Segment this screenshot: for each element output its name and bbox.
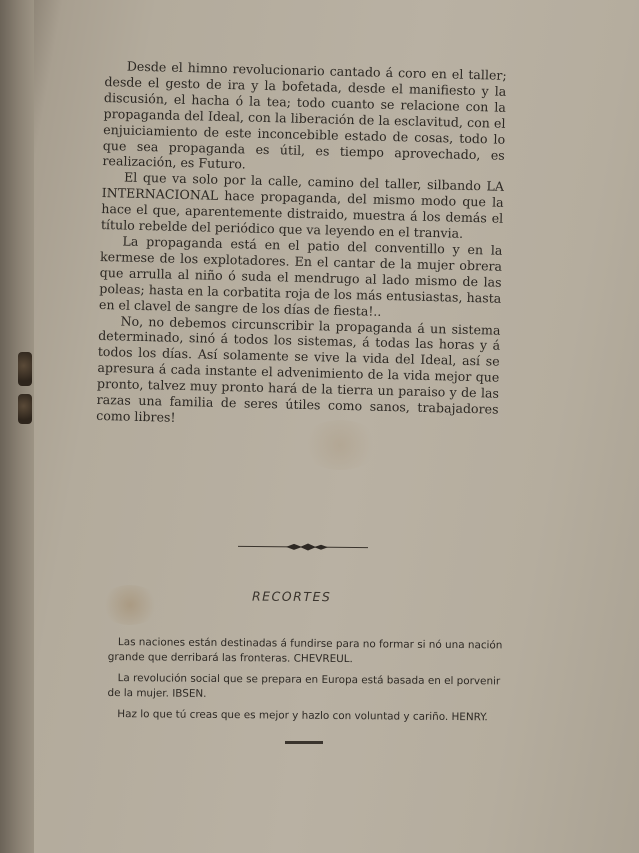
paragraph: La propaganda está en el patio del conventillo y en la kermese de los explotadores. En el cantar de la mujer obrera que arrulla al niño ó suda el mendrugo al lado mismo de las poleas; hasta en la corbatita roja de los más entusiastas, hasta en el clavel de sangre de los días de fiesta!.. xyxy=(98,233,503,319)
binding-gutter xyxy=(0,0,34,853)
quotes-list xyxy=(107,635,513,732)
staple-bottom xyxy=(18,394,32,424)
paragraph: El que va solo por la calle, camino del taller, silbando LA INTERNACIONAL hace propaganda, del mismo modo que la hace el que, aparentemente distraido, muestra á los demás el título rebelde del periódico que va leyendo en el tranvia. xyxy=(100,169,505,241)
quote: La revolución social que se prepara en Europa está basada en el porvenir de la mujer. IBSEN. xyxy=(107,672,501,700)
end-rule xyxy=(285,741,323,744)
quote: Las naciones están destinadas á fundirse para no formar si nó una nación grande que derribará las fronteras. CHEVREUL. xyxy=(107,636,503,665)
staple-top xyxy=(18,352,32,386)
section-title: RECORTES xyxy=(251,588,332,605)
paragraph: No, no debemos circunscribir la propaganda á un sistema determinado, sinó á todos los sistemas, á todas las horas y á todos los días. Así solamente se vive la vida del Ideal, así se apresura á cada instante el advenimiento de la vida mejor que pronto, talvez muy pronto hará de la tierra un paraiso y de las razas una familia de seres útiles como sanos, trabajadores como libres! xyxy=(96,312,501,425)
ornament-divider xyxy=(238,541,368,552)
paragraph: Desde el himno revolucionario cantado á coro en el taller; desde el gesto de ira y la bofetada, desde el manifiesto y la discusión, el hacha ó la tea; todo cuanto se relacione con la propaganda del Ideal, con la liberación de la esclavitud, con el enjuiciamiento de este inconcebible estado de cosas, todo lo que sea propaganda es útil, es tiempo aprovechado, es realización, es Futuro. xyxy=(102,58,507,172)
quote: Haz lo que tú creas que es mejor y hazlo con voluntad y cariño. HENRY. xyxy=(117,708,488,724)
article-text xyxy=(96,58,507,434)
paper-stain xyxy=(100,585,160,625)
